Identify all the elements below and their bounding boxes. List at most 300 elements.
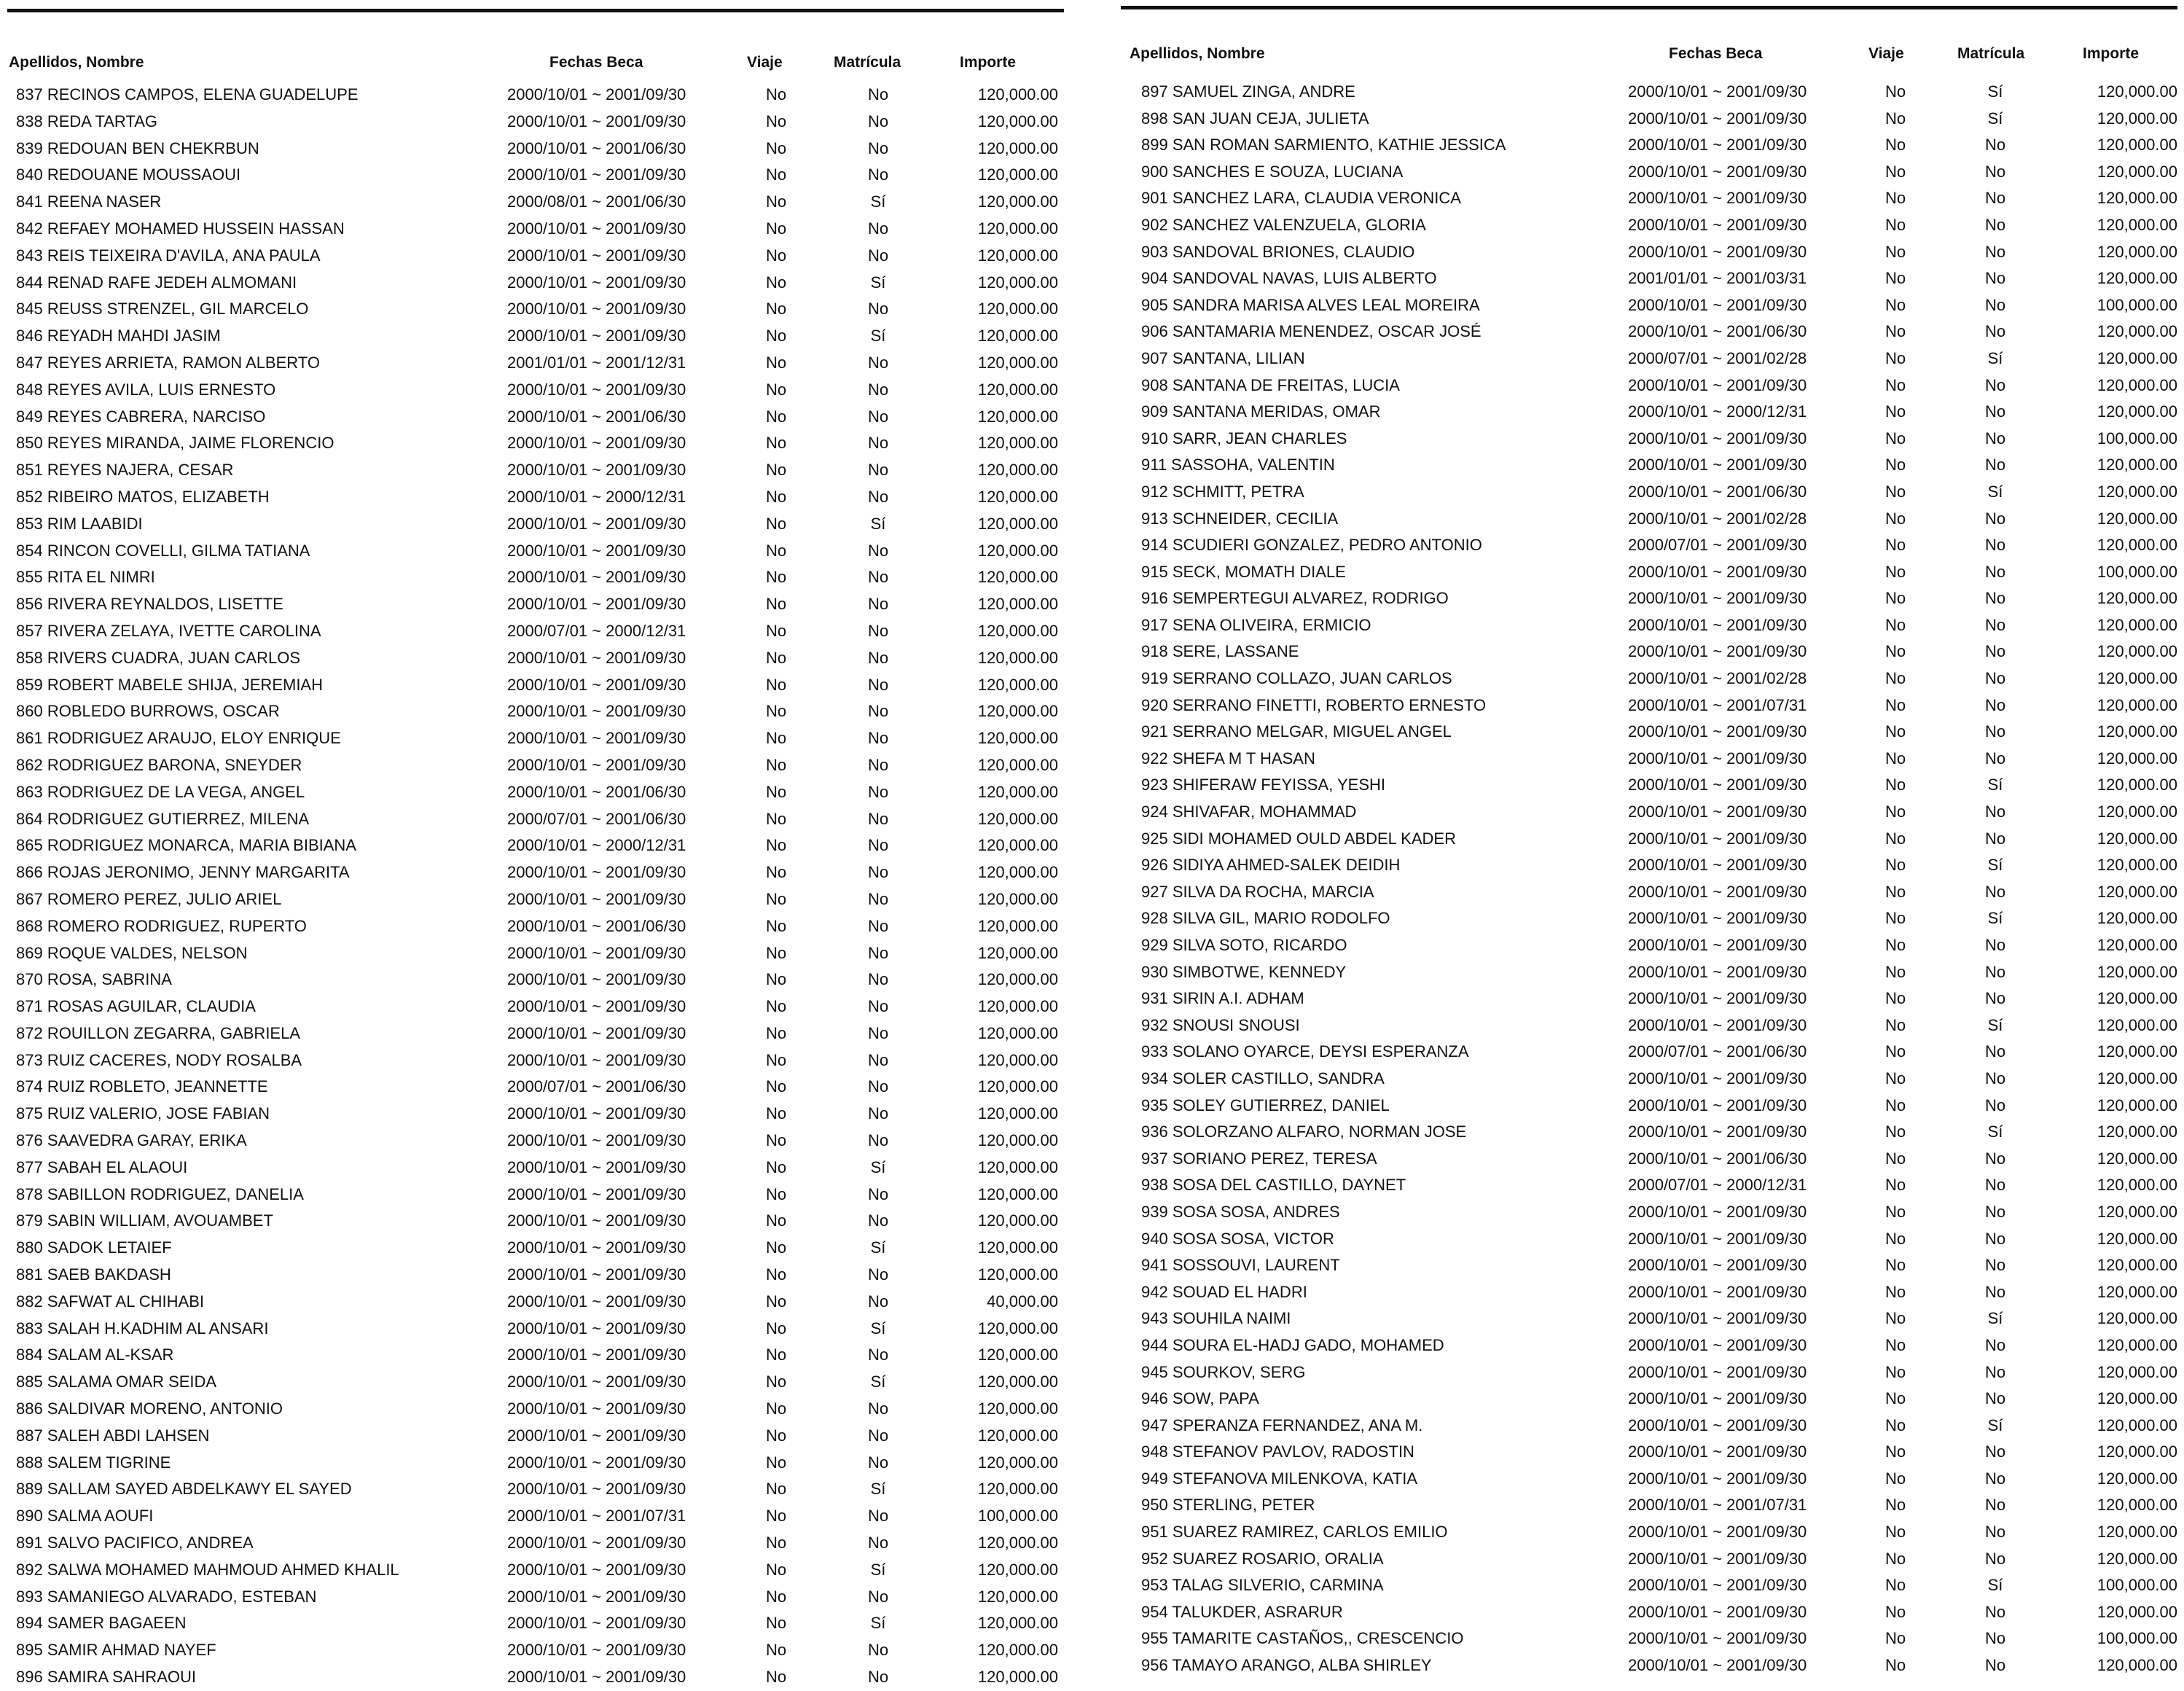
cell-fechas: 2000/10/01 ~ 2001/09/30 — [1628, 615, 1807, 634]
cell-name: 841 REENA NASER — [16, 192, 162, 211]
cell-fechas: 2000/10/01 ~ 2001/09/30 — [1628, 1256, 1807, 1275]
cell-fechas: 2000/07/01 ~ 2001/02/28 — [1628, 348, 1807, 367]
cell-name: 879 SABIN WILLIAM, AVOUAMBET — [16, 1211, 273, 1230]
cell-viaje: No — [1884, 1309, 1906, 1328]
cell-importe: 120,000.00 — [2097, 456, 2177, 475]
cell-importe: 120,000.00 — [977, 192, 1058, 211]
cell-fechas: 2000/08/01 ~ 2001/06/30 — [507, 192, 686, 211]
cell-fechas: 2000/10/01 ~ 2000/12/31 — [1628, 402, 1807, 421]
table-row — [7, 538, 1064, 565]
table-row — [1121, 1572, 2177, 1599]
cell-importe: 120,000.00 — [977, 863, 1058, 882]
cell-fechas: 2000/10/01 ~ 2001/09/30 — [1628, 1335, 1807, 1354]
table-row — [7, 109, 1064, 136]
cell-matricula: No — [867, 85, 889, 104]
cell-viaje: No — [765, 112, 787, 130]
table-row — [7, 672, 1064, 699]
cell-matricula: No — [1984, 375, 2006, 394]
cell-fechas: 2000/10/01 ~ 2001/06/30 — [507, 138, 686, 157]
cell-fechas: 2000/10/01 ~ 2001/09/30 — [1628, 162, 1807, 181]
table-row — [7, 457, 1064, 484]
cell-viaje: No — [1884, 1256, 1906, 1275]
cell-matricula: Sí — [870, 327, 886, 345]
cell-name: 871 ROSAS AGUILAR, CLAUDIA — [16, 997, 256, 1016]
cell-importe: 120,000.00 — [2097, 989, 2177, 1008]
table-row — [7, 1235, 1064, 1262]
cell-importe: 120,000.00 — [2097, 536, 2177, 555]
table-row — [1121, 1359, 2177, 1386]
cell-name: 949 STEFANOVA MILENKOVA, KATIA — [1141, 1469, 1418, 1488]
cell-viaje: No — [1884, 1576, 1906, 1595]
cell-importe: 120,000.00 — [977, 327, 1058, 345]
cell-importe: 120,000.00 — [977, 1426, 1058, 1445]
cell-fechas: 2000/07/01 ~ 2001/06/30 — [1628, 1042, 1807, 1061]
cell-fechas: 2000/10/01 ~ 2001/09/30 — [507, 1668, 686, 1687]
cell-fechas: 2000/10/01 ~ 2001/09/30 — [1628, 1469, 1807, 1488]
cell-viaje: No — [1884, 1389, 1906, 1408]
cell-name: 865 RODRIGUEZ MONARCA, MARIA BIBIANA — [16, 836, 356, 855]
cell-fechas: 2000/10/01 ~ 2001/09/30 — [507, 246, 686, 265]
cell-name: 924 SHIVAFAR, MOHAMMAD — [1141, 802, 1357, 821]
cell-matricula: No — [867, 755, 889, 774]
cell-importe: 120,000.00 — [2097, 1256, 2177, 1275]
cell-matricula: No — [867, 246, 889, 265]
cell-fechas: 2000/10/01 ~ 2001/09/30 — [507, 1238, 686, 1257]
table-row — [1121, 1466, 2177, 1493]
cell-matricula: No — [867, 165, 889, 184]
cell-fechas: 2000/10/01 ~ 2001/09/30 — [507, 595, 686, 614]
cell-matricula: No — [1984, 1656, 2006, 1675]
cell-name: 860 ROBLEDO BURROWS, OSCAR — [16, 702, 280, 721]
cell-fechas: 2000/10/01 ~ 2001/09/30 — [507, 434, 686, 453]
cell-importe: 120,000.00 — [2097, 882, 2177, 901]
cell-matricula: No — [1984, 1442, 2006, 1461]
cell-importe: 120,000.00 — [2097, 1602, 2177, 1621]
cell-viaje: No — [1884, 295, 1906, 314]
cell-fechas: 2000/10/01 ~ 2001/09/30 — [507, 729, 686, 748]
cell-matricula: Sí — [870, 1614, 886, 1633]
cell-viaje: No — [765, 219, 787, 238]
cell-importe: 120,000.00 — [2097, 695, 2177, 714]
table-row — [1121, 399, 2177, 426]
cell-fechas: 2000/10/01 ~ 2001/09/30 — [1628, 215, 1807, 234]
cell-matricula: No — [1984, 456, 2006, 475]
cell-importe: 120,000.00 — [977, 1560, 1058, 1579]
cell-importe: 120,000.00 — [2097, 242, 2177, 261]
cell-name: 941 SOSSOUVI, LAURENT — [1141, 1256, 1340, 1275]
cell-importe: 120,000.00 — [2097, 1015, 2177, 1034]
header-viaje: Viaje — [1868, 45, 1904, 62]
cell-name: 861 RODRIGUEZ ARAUJO, ELOY ENRIQUE — [16, 729, 341, 748]
cell-importe: 120,000.00 — [977, 85, 1058, 104]
table-row — [7, 1342, 1064, 1369]
cell-matricula: No — [1984, 1282, 2006, 1301]
cell-viaje: No — [1884, 829, 1906, 848]
cell-name: 875 RUIZ VALERIO, JOSE FABIAN — [16, 1104, 270, 1123]
cell-importe: 120,000.00 — [977, 165, 1058, 184]
cell-name: 863 RODRIGUEZ DE LA VEGA, ANGEL — [16, 782, 305, 801]
cell-importe: 120,000.00 — [2097, 1523, 2177, 1542]
cell-importe: 120,000.00 — [977, 943, 1058, 962]
cell-importe: 120,000.00 — [977, 1453, 1058, 1472]
cell-fechas: 2000/10/01 ~ 2001/09/30 — [1628, 82, 1807, 101]
cell-matricula: No — [1984, 1069, 2006, 1087]
right-page — [1121, 0, 2177, 1679]
cell-name: 912 SCHMITT, PETRA — [1141, 482, 1304, 501]
cell-viaje: No — [765, 889, 787, 908]
cell-fechas: 2000/10/01 ~ 2001/09/30 — [1628, 1282, 1807, 1301]
cell-importe: 120,000.00 — [2097, 1096, 2177, 1114]
cell-viaje: No — [1884, 936, 1906, 954]
cell-matricula: Sí — [870, 1480, 886, 1499]
cell-importe: 120,000.00 — [2097, 82, 2177, 101]
cell-fechas: 2000/10/01 ~ 2001/09/30 — [1628, 1229, 1807, 1248]
cell-viaje: No — [1884, 162, 1906, 181]
cell-matricula: No — [867, 300, 889, 319]
cell-viaje: No — [765, 1534, 787, 1553]
cell-importe: 120,000.00 — [977, 1104, 1058, 1123]
cell-fechas: 2000/10/01 ~ 2001/09/30 — [1628, 962, 1807, 981]
cell-fechas: 2000/10/01 ~ 2001/09/30 — [1628, 1202, 1807, 1221]
cell-importe: 120,000.00 — [977, 568, 1058, 587]
cell-matricula: Sí — [870, 1238, 886, 1257]
cell-name: 873 RUIZ CACERES, NODY ROSALBA — [16, 1050, 302, 1069]
cell-importe: 120,000.00 — [977, 1614, 1058, 1633]
cell-viaje: No — [1884, 1149, 1906, 1168]
cell-matricula: No — [1984, 1389, 2006, 1408]
cell-name: 891 SALVO PACIFICO, ANDREA — [16, 1534, 254, 1553]
cell-viaje: No — [1884, 749, 1906, 768]
cell-matricula: Sí — [1987, 109, 2003, 128]
cell-fechas: 2000/10/01 ~ 2001/09/30 — [507, 997, 686, 1016]
cell-matricula: No — [867, 112, 889, 130]
cell-name: 948 STEFANOV PAVLOV, RADOSTIN — [1141, 1442, 1414, 1461]
cell-name: 850 REYES MIRANDA, JAIME FLORENCIO — [16, 434, 334, 453]
table-row — [7, 698, 1064, 725]
cell-matricula: No — [1984, 615, 2006, 634]
cell-viaje: No — [1884, 136, 1906, 155]
cell-name: 920 SERRANO FINETTI, ROBERTO ERNESTO — [1141, 695, 1487, 714]
table-row — [7, 1262, 1064, 1289]
cell-viaje: No — [765, 1480, 787, 1499]
cell-viaje: No — [1884, 1469, 1906, 1488]
cell-viaje: No — [1884, 1496, 1906, 1515]
cell-viaje: No — [1884, 375, 1906, 394]
cell-viaje: No — [1884, 1602, 1906, 1621]
cell-importe: 120,000.00 — [977, 380, 1058, 399]
cell-viaje: No — [1884, 1096, 1906, 1114]
cell-name: 839 REDOUAN BEN CHEKRBUN — [16, 138, 259, 157]
cell-importe: 120,000.00 — [977, 1346, 1058, 1364]
table-row — [7, 162, 1064, 189]
cell-fechas: 2000/10/01 ~ 2001/07/31 — [1628, 1496, 1807, 1515]
cell-importe: 120,000.00 — [2097, 509, 2177, 528]
cell-viaje: No — [765, 782, 787, 801]
cell-matricula: Sí — [870, 273, 886, 292]
cell-name: 932 SNOUSI SNOUSI — [1141, 1015, 1300, 1034]
cell-matricula: No — [867, 1184, 889, 1203]
cell-matricula: No — [1984, 1096, 2006, 1114]
table-row — [7, 1530, 1064, 1557]
cell-matricula: No — [867, 621, 889, 640]
cell-fechas: 2000/10/01 ~ 2001/09/30 — [507, 461, 686, 480]
cell-matricula: Sí — [870, 192, 886, 211]
cell-fechas: 2000/10/01 ~ 2001/06/30 — [1628, 482, 1807, 501]
cell-viaje: No — [765, 1104, 787, 1123]
cell-importe: 120,000.00 — [977, 407, 1058, 426]
cell-name: 914 SCUDIERI GONZALEZ, PEDRO ANTONIO — [1141, 536, 1482, 555]
header-matricula: Matrícula — [834, 54, 901, 71]
cell-fechas: 2000/10/01 ~ 2001/09/30 — [1628, 1362, 1807, 1381]
cell-matricula: No — [867, 970, 889, 989]
cell-viaje: No — [765, 595, 787, 614]
table-row — [1121, 239, 2177, 266]
table-row — [1121, 185, 2177, 212]
cell-name: 933 SOLANO OYARCE, DEYSI ESPERANZA — [1141, 1042, 1469, 1061]
cell-fechas: 2000/10/01 ~ 2001/09/30 — [1628, 1122, 1807, 1141]
table-row — [7, 1101, 1064, 1128]
cell-viaje: No — [765, 300, 787, 319]
table-row — [7, 189, 1064, 216]
cell-importe: 120,000.00 — [977, 782, 1058, 801]
cell-importe: 120,000.00 — [977, 246, 1058, 265]
cell-matricula: No — [867, 1104, 889, 1123]
cell-importe: 120,000.00 — [2097, 669, 2177, 688]
cell-viaje: No — [765, 648, 787, 667]
cell-viaje: No — [765, 1050, 787, 1069]
cell-matricula: No — [1984, 695, 2006, 714]
table-row — [1121, 985, 2177, 1012]
cell-name: 916 SEMPERTEGUI ALVAREZ, RODRIGO — [1141, 589, 1449, 608]
cell-viaje: No — [765, 568, 787, 587]
cell-importe: 120,000.00 — [977, 621, 1058, 640]
cell-importe: 120,000.00 — [977, 997, 1058, 1016]
cell-name: 889 SALLAM SAYED ABDELKAWY EL SAYED — [16, 1480, 352, 1499]
cell-name: 840 REDOUANE MOUSSAOUI — [16, 165, 241, 184]
cell-matricula: No — [1984, 936, 2006, 954]
cell-name: 859 ROBERT MABELE SHIJA, JEREMIAH — [16, 675, 323, 694]
cell-importe: 120,000.00 — [2097, 722, 2177, 741]
cell-viaje: No — [765, 192, 787, 211]
table-row — [1121, 1012, 2177, 1039]
cell-matricula: No — [867, 1265, 889, 1284]
cell-importe: 120,000.00 — [977, 1265, 1058, 1284]
cell-viaje: No — [765, 85, 787, 104]
cell-matricula: No — [867, 487, 889, 506]
cell-importe: 120,000.00 — [977, 1131, 1058, 1150]
table-row — [7, 564, 1064, 591]
cell-matricula: No — [867, 219, 889, 238]
cell-matricula: No — [1984, 1256, 2006, 1275]
cell-viaje: No — [765, 1319, 787, 1337]
cell-fechas: 2000/10/01 ~ 2001/09/30 — [507, 1453, 686, 1472]
cell-viaje: No — [765, 729, 787, 748]
cell-name: 905 SANDRA MARISA ALVES LEAL MOREIRA — [1141, 295, 1480, 314]
cell-viaje: No — [765, 407, 787, 426]
cell-importe: 120,000.00 — [977, 1319, 1058, 1337]
table-row — [1121, 772, 2177, 799]
table-row — [1121, 132, 2177, 159]
table-row — [1121, 585, 2177, 612]
cell-name: 856 RIVERA REYNALDOS, LISETTE — [16, 595, 283, 614]
cell-viaje: No — [765, 1238, 787, 1257]
cell-matricula: No — [1984, 802, 2006, 821]
cell-importe: 100,000.00 — [2097, 1629, 2177, 1648]
cell-matricula: No — [867, 702, 889, 721]
cell-viaje: No — [1884, 856, 1906, 875]
cell-matricula: No — [1984, 215, 2006, 234]
cell-fechas: 2000/10/01 ~ 2001/09/30 — [507, 273, 686, 292]
table-row — [1121, 1039, 2177, 1066]
table-row — [1121, 746, 2177, 773]
cell-name: 951 SUAREZ RAMIREZ, CARLOS EMILIO — [1141, 1523, 1448, 1542]
cell-importe: 120,000.00 — [977, 1050, 1058, 1069]
top-rule — [1121, 6, 2177, 9]
cell-matricula: No — [1984, 1202, 2006, 1221]
cell-matricula: No — [867, 1399, 889, 1418]
cell-matricula: No — [867, 541, 889, 560]
cell-name: 867 ROMERO PEREZ, JULIO ARIEL — [16, 889, 282, 908]
cell-matricula: No — [1984, 162, 2006, 181]
cell-importe: 120,000.00 — [2097, 776, 2177, 794]
table-row — [1121, 372, 2177, 399]
cell-name: 930 SIMBOTWE, KENNEDY — [1141, 962, 1347, 981]
cell-importe: 120,000.00 — [977, 809, 1058, 828]
table-row — [1121, 506, 2177, 533]
cell-importe: 120,000.00 — [2097, 1469, 2177, 1488]
cell-name: 895 SAMIR AHMAD NAYEF — [16, 1641, 216, 1660]
cell-fechas: 2000/10/01 ~ 2001/09/30 — [1628, 802, 1807, 821]
table-row — [7, 752, 1064, 779]
cell-importe: 120,000.00 — [977, 461, 1058, 480]
cell-viaje: No — [1884, 215, 1906, 234]
cell-importe: 120,000.00 — [2097, 1149, 2177, 1168]
cell-name: 953 TALAG SILVERIO, CARMINA — [1141, 1576, 1384, 1595]
cell-matricula: No — [1984, 829, 2006, 848]
cell-fechas: 2000/10/01 ~ 2001/09/30 — [1628, 242, 1807, 261]
cell-viaje: No — [765, 246, 787, 265]
table-row — [7, 1369, 1064, 1396]
cell-viaje: No — [765, 621, 787, 640]
cell-fechas: 2000/10/01 ~ 2001/09/30 — [1628, 909, 1807, 928]
table-row — [1121, 265, 2177, 292]
cell-viaje: No — [1884, 1415, 1906, 1434]
table-row — [7, 323, 1064, 350]
left-page — [7, 0, 1064, 1687]
table-row — [1121, 1199, 2177, 1226]
cell-viaje: No — [1884, 1523, 1906, 1542]
cell-importe: 120,000.00 — [977, 300, 1058, 319]
cell-fechas: 2000/10/01 ~ 2001/09/30 — [507, 1104, 686, 1123]
cell-matricula: No — [1984, 322, 2006, 341]
cell-importe: 120,000.00 — [977, 219, 1058, 238]
table-row — [7, 404, 1064, 431]
cell-importe: 120,000.00 — [977, 1184, 1058, 1203]
cell-fechas: 2000/10/01 ~ 2000/12/31 — [507, 487, 686, 506]
table-row — [7, 1289, 1064, 1316]
cell-fechas: 2000/10/01 ~ 2001/09/30 — [1628, 375, 1807, 394]
cell-viaje: No — [765, 1668, 787, 1687]
cell-importe: 120,000.00 — [2097, 1335, 2177, 1354]
cell-fechas: 2000/10/01 ~ 2001/09/30 — [507, 1587, 686, 1606]
cell-matricula: No — [1984, 642, 2006, 661]
cell-viaje: No — [765, 1184, 787, 1203]
cell-fechas: 2000/10/01 ~ 2001/09/30 — [507, 648, 686, 667]
cell-importe: 120,000.00 — [2097, 1122, 2177, 1141]
cell-importe: 120,000.00 — [2097, 162, 2177, 181]
cell-viaje: No — [1884, 82, 1906, 101]
table-row — [7, 430, 1064, 457]
cell-importe: 120,000.00 — [977, 1023, 1058, 1042]
cell-matricula: No — [867, 916, 889, 935]
cell-viaje: No — [765, 675, 787, 694]
cell-fechas: 2000/10/01 ~ 2001/09/30 — [507, 300, 686, 319]
cell-importe: 120,000.00 — [977, 1399, 1058, 1418]
cell-viaje: No — [765, 943, 787, 962]
table-row — [1121, 1172, 2177, 1199]
cell-viaje: No — [1884, 1656, 1906, 1675]
cell-importe: 120,000.00 — [2097, 615, 2177, 634]
cell-fechas: 2000/10/01 ~ 2001/09/30 — [507, 1184, 686, 1203]
cell-importe: 120,000.00 — [2097, 1442, 2177, 1461]
cell-importe: 120,000.00 — [977, 702, 1058, 721]
cell-viaje: No — [765, 1211, 787, 1230]
cell-importe: 40,000.00 — [987, 1292, 1058, 1311]
cell-name: 956 TAMAYO ARANGO, ALBA SHIRLEY — [1141, 1656, 1432, 1675]
cell-name: 952 SUAREZ ROSARIO, ORALIA — [1141, 1549, 1384, 1568]
cell-name: 853 RIM LAABIDI — [16, 514, 143, 533]
cell-name: 897 SAMUEL ZINGA, ANDRE — [1141, 82, 1355, 101]
cell-viaje: No — [765, 1426, 787, 1445]
cell-importe: 100,000.00 — [2097, 295, 2177, 314]
cell-fechas: 2000/10/01 ~ 2001/09/30 — [1628, 429, 1807, 448]
table-row — [7, 1476, 1064, 1503]
table-row — [7, 940, 1064, 967]
cell-name: 884 SALAM AL-KSAR — [16, 1346, 174, 1364]
cell-matricula: No — [867, 863, 889, 882]
cell-matricula: No — [867, 729, 889, 748]
table-row — [7, 645, 1064, 672]
cell-viaje: No — [765, 1346, 787, 1364]
cell-importe: 120,000.00 — [2097, 802, 2177, 821]
cell-name: 955 TAMARITE CASTAÑOS,, CRESCENCIO — [1141, 1629, 1464, 1648]
cell-importe: 120,000.00 — [977, 1238, 1058, 1257]
cell-viaje: No — [765, 1507, 787, 1526]
table-row — [1121, 719, 2177, 746]
cell-name: 931 SIRIN A.I. ADHAM — [1141, 989, 1304, 1008]
table-row — [7, 243, 1064, 270]
cell-fechas: 2000/10/01 ~ 2001/09/30 — [1628, 1442, 1807, 1461]
cell-fechas: 2000/10/01 ~ 2001/09/30 — [507, 1534, 686, 1553]
cell-fechas: 2000/07/01 ~ 2001/06/30 — [507, 1077, 686, 1096]
cell-viaje: No — [1884, 589, 1906, 608]
cell-fechas: 2000/10/01 ~ 2001/07/31 — [507, 1507, 686, 1526]
cell-name: 843 REIS TEIXEIRA D'AVILA, ANA PAULA — [16, 246, 321, 265]
cell-matricula: No — [1984, 882, 2006, 901]
cell-importe: 120,000.00 — [2097, 1309, 2177, 1328]
cell-viaje: No — [765, 1292, 787, 1311]
cell-viaje: No — [1884, 1282, 1906, 1301]
cell-viaje: No — [765, 1587, 787, 1606]
cell-viaje: No — [1884, 962, 1906, 981]
cell-matricula: No — [1984, 962, 2006, 981]
cell-name: 901 SANCHEZ LARA, CLAUDIA VERONICA — [1141, 189, 1461, 208]
cell-importe: 120,000.00 — [977, 970, 1058, 989]
table-row — [7, 216, 1064, 243]
cell-matricula: No — [1984, 1602, 2006, 1621]
cell-matricula: No — [1984, 722, 2006, 741]
cell-viaje: No — [1884, 1362, 1906, 1381]
